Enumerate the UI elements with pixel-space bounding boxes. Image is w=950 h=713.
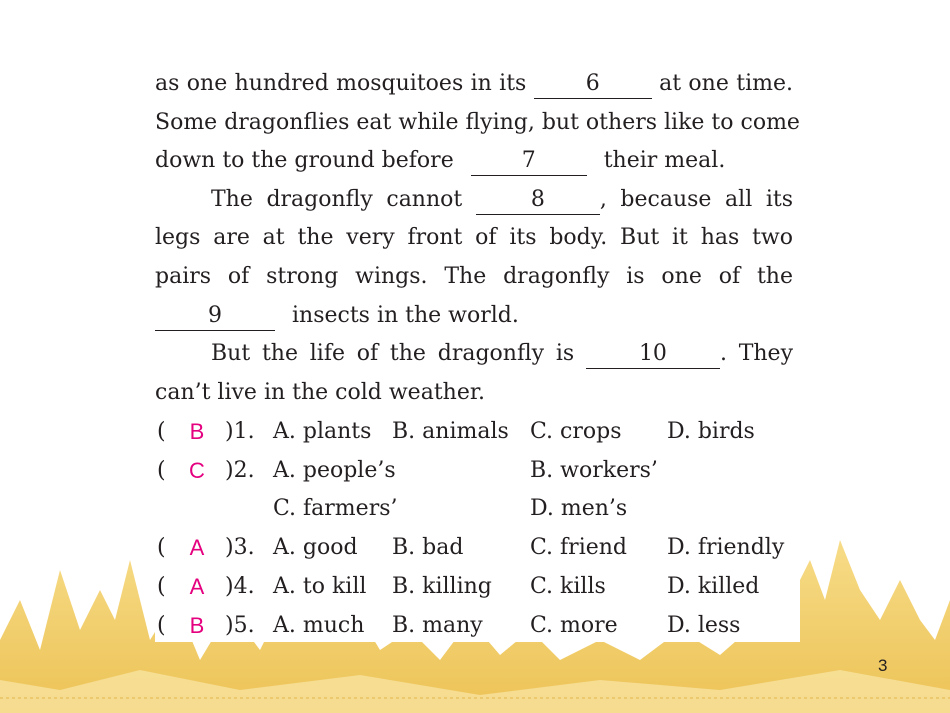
passage-text: at one time. (659, 71, 793, 96)
passage-line-8 (155, 336, 793, 372)
option-c[interactable]: C. kills (530, 574, 606, 599)
blank-8[interactable]: 8 (476, 188, 600, 215)
paren-open: ( (157, 419, 166, 444)
paren-open: ( (157, 613, 166, 638)
option-d[interactable]: D. less (667, 613, 741, 638)
passage-line-5: legs are at the very front of its body. But it has two (155, 225, 793, 250)
option-b[interactable]: B. workers’ (530, 458, 658, 483)
option-a[interactable]: A. much (273, 613, 365, 638)
page-number: 3 (878, 656, 888, 675)
question-number: )5. (225, 613, 255, 638)
answer-4[interactable]: A (189, 574, 205, 599)
option-b[interactable]: B. animals (392, 419, 509, 444)
option-b[interactable]: B. bad (392, 535, 464, 560)
passage-text: down to the ground before (155, 148, 454, 173)
paren-open: ( (157, 458, 166, 483)
option-a[interactable]: A. people’s (273, 458, 396, 483)
option-c[interactable]: C. farmers’ (273, 496, 398, 521)
option-b[interactable]: B. killing (392, 574, 492, 599)
passage-line-7 (155, 298, 793, 334)
passage-line-4 (155, 182, 793, 218)
option-a[interactable]: A. plants (273, 419, 372, 444)
blank-6[interactable]: 6 (534, 72, 652, 99)
passage-text: The dragonfly cannot (211, 187, 463, 212)
option-d[interactable]: D. birds (667, 419, 755, 444)
option-d[interactable]: D. men’s (530, 496, 628, 521)
passage-line-3 (155, 143, 793, 179)
option-d[interactable]: D. killed (667, 574, 760, 599)
passage-line-2: Some dragonflies eat while flying, but others like to come (155, 110, 800, 135)
passage-text: insects in the world. (292, 303, 519, 328)
paren-open: ( (157, 535, 166, 560)
option-d[interactable]: D. friendly (667, 535, 785, 560)
blank-7[interactable]: 7 (471, 149, 587, 176)
option-b[interactable]: B. many (392, 613, 483, 638)
passage-line-9: can’t live in the cold weather. (155, 380, 485, 405)
option-a[interactable]: A. to kill (273, 574, 367, 599)
option-a[interactable]: A. good (273, 535, 358, 560)
option-c[interactable]: C. more (530, 613, 618, 638)
answer-2[interactable]: C (189, 458, 205, 483)
passage-text: But the life of the dragonfly is (211, 341, 575, 366)
answer-3[interactable]: A (189, 535, 205, 560)
blank-9[interactable]: 9 (155, 304, 275, 331)
passage-line-1 (155, 66, 793, 102)
question-number: )2. (225, 458, 255, 483)
passage-text: their meal. (603, 148, 726, 173)
option-c[interactable]: C. crops (530, 419, 622, 444)
answer-5[interactable]: B (189, 613, 205, 638)
passage-text: . They (719, 341, 793, 366)
question-number: )4. (225, 574, 255, 599)
question-number: )3. (225, 535, 255, 560)
passage-line-6: pairs of strong wings. The dragonfly is one of the (155, 264, 793, 289)
passage-text: as one hundred mosquitoes in its (155, 71, 527, 96)
paren-open: ( (157, 574, 166, 599)
answer-1[interactable]: B (189, 419, 205, 444)
option-c[interactable]: C. friend (530, 535, 628, 560)
exercise-content (155, 62, 800, 642)
passage-text: , because all its (599, 187, 793, 212)
blank-10[interactable]: 10 (586, 342, 720, 369)
question-number: )1. (225, 419, 255, 444)
